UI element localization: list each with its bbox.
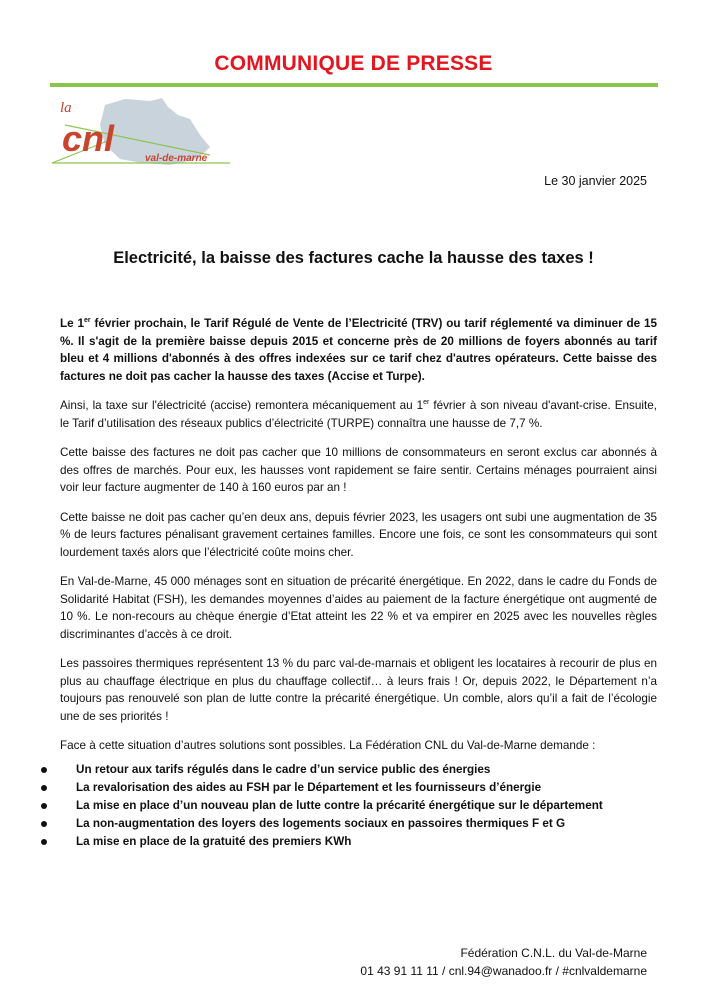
footer-organization: Fédération C.N.L. du Val-de-Marne [460,946,647,960]
paragraph-demands-intro: Face à cette situation d’autres solutions sont possibles. La Fédération CNL du Val-de-Marne demande : [60,739,596,752]
demand-item: La mise en place de la gratuité des premiers KWh [60,833,657,851]
paragraph-excluded: Cette baisse des factures ne doit pas cacher que 10 millions de consommateurs en seront exclus car abonnés à des offres de marchés. Pour eux, les hausses vont rapidement se faire sentir. Certains ménages pourraient ainsi voir leur facture augmenter de 140 à 160 euros par an ! [60,446,657,494]
paragraph-val-de-marne: En Val-de-Marne, 45 000 ménages sont en situation de précarité énergétique. En 2022, dans le cadre du Fonds de Solidarité Habitat (FSH), les demandes moyennes d’aides au paiement de la facture énergétique ont augmenté de 10 %. Le non-recours au chèque énergie d’Etat atteint les 22 % et va empirer en 2025 avec les nouvelles règles discriminantes d’accès à ce droit. [60,575,657,641]
superscript: er [84,317,91,325]
logo-la: la [60,100,72,116]
demands-list [60,761,657,851]
text: février prochain, le Tarif Régulé de Vente de l’Electricité (TRV) ou tarif réglementé va diminuer de 15 %. Il s'agit de la première baisse depuis 2015 et concerne près de 20 millions de foyers abonnés au tarif bleu et 4 millions d'abonnés à des offres indexées sur ce tarif chez d'autres opérateurs. Cette baisse des factures ne doit pas cacher la hausse des taxes (Accise et Turpe). [60,317,658,383]
headline: Electricité, la baisse des factures cache la hausse des taxes ! [113,249,594,267]
demand-item: La revalorisation des aides au FSH par le Département et les fournisseurs d’énergie [60,779,657,797]
release-date: Le 30 janvier 2025 [544,174,647,188]
press-release-title: COMMUNIQUE DE PRESSE [214,52,493,75]
cnl-logo [50,95,235,170]
demand-item: La non-augmentation des loyers des logements sociaux en passoires thermiques F et G [60,815,657,833]
superscript: er [423,399,430,407]
text: Le 1 [60,317,84,330]
text: Ainsi, la taxe sur l'électricité (accise) remontera mécaniquement au 1 [60,399,424,412]
paragraph-increase: Cette baisse ne doit pas cacher qu’en deux ans, depuis février 2023, les usagers ont subi une augmentation de 35 % de leurs factures pénalisant gravement certaines familles. Encore une fois, ce sont les consommateurs qui sont lourdement taxés alors que l’électricité coûte moins cher. [60,510,657,559]
footer-contact [360,944,647,980]
paragraph-intro [60,315,657,385]
logo-cnl: cnl [62,118,115,159]
logo-region: val-de-marne [145,153,208,164]
text: février à son niveau d'avant-crise. Ensuite, le Tarif d’utilisation des réseaux publics d’électricité (TURPE) connaîtra une hausse de 7,7 %. [60,399,657,430]
paragraph-taxes [60,397,657,432]
demand-item: Un retour aux tarifs régulés dans le cadre d’un service public des énergies [60,761,657,779]
header-divider [50,83,658,87]
paragraph-passoires: Les passoires thermiques représentent 13 % du parc val-de-marnais et obligent les locataires à recourir de plus en plus au chauffage électrique en plus du chauffage collectif… à leurs frais ! Or, depuis 2022, le Département n’a toujours pas renouvelé son plan de lutte contre la précarité énergétique. Un comble, alors qu’il a fait de l’écologie une de ses priorités ! [60,657,657,723]
footer-contact-details: 01 43 91 11 11 / cnl.94@wanadoo.fr / #cnlvaldemarne [360,964,647,978]
demand-item: La mise en place d’un nouveau plan de lutte contre la précarité énergétique sur le département [60,797,657,815]
article-body [60,315,657,851]
